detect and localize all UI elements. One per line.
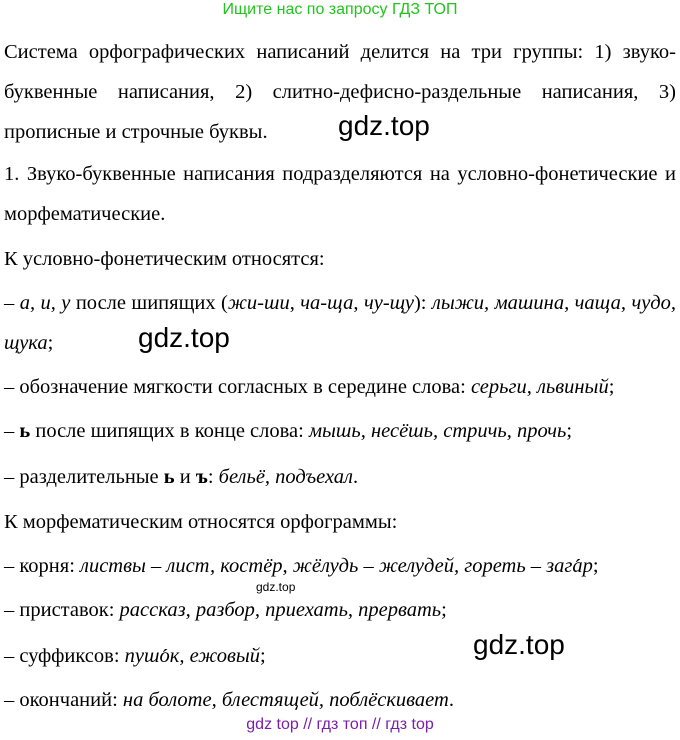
paragraph-intro: Система орфографических написаний делится на три группы: 1) звуко-буквенные написания, 2) слитно-дефисно-раздельные написания, 3) прописные и строчные буквы. (4, 41, 676, 143)
list-item-separating-signs: – разделительные ь и ъ: бельё, подъехал. (4, 466, 359, 488)
watermark: gdz.top (138, 322, 230, 353)
watermark: gdz.top (338, 110, 430, 141)
list-item-prefix: – приставок: рассказ, разбор, приехать, прервать; (4, 599, 447, 621)
paragraph-conditional-phonetic: К условно-фонетическим относятся: (4, 248, 325, 270)
watermark-small: gdz.top (256, 580, 296, 594)
paragraph-morphematic: К морфематическим относятся орфограммы: (4, 511, 398, 533)
list-item-ending: – окончаний: на болоте, блестящей, поблёскивает. (4, 689, 454, 711)
list-item-after-hissing: – а, и, у после шипящих (жи-ши, ча-ща, чу-щу): лыжи, машина, чаща, чудо, щука; (4, 292, 677, 354)
page-header: Ищите нас по запросу ГДЗ ТОП (222, 1, 458, 18)
list-item-softness: – обозначение мягкости согласных в середине слова: серьги, львиный; (4, 376, 615, 398)
list-item-suffix: – суффиксов: пушо ´к, ежовый; (4, 636, 676, 676)
watermark: gdz.top (473, 629, 565, 660)
list-item-soft-sign: – ь после шипящих в конце слова: мышь, несёшь, стричь, прочь; (4, 420, 573, 442)
page-footer: gdz top // гдз топ // гдз top (246, 716, 434, 733)
paragraph-sound-letter: 1. Звуко-буквенные написания подразделяются на условно-фонетические и морфематические. (4, 163, 676, 225)
list-item-root: – корня: листвы – лист, костёр, жёлудь – желудей, гореть – зага ´р; (4, 546, 676, 586)
